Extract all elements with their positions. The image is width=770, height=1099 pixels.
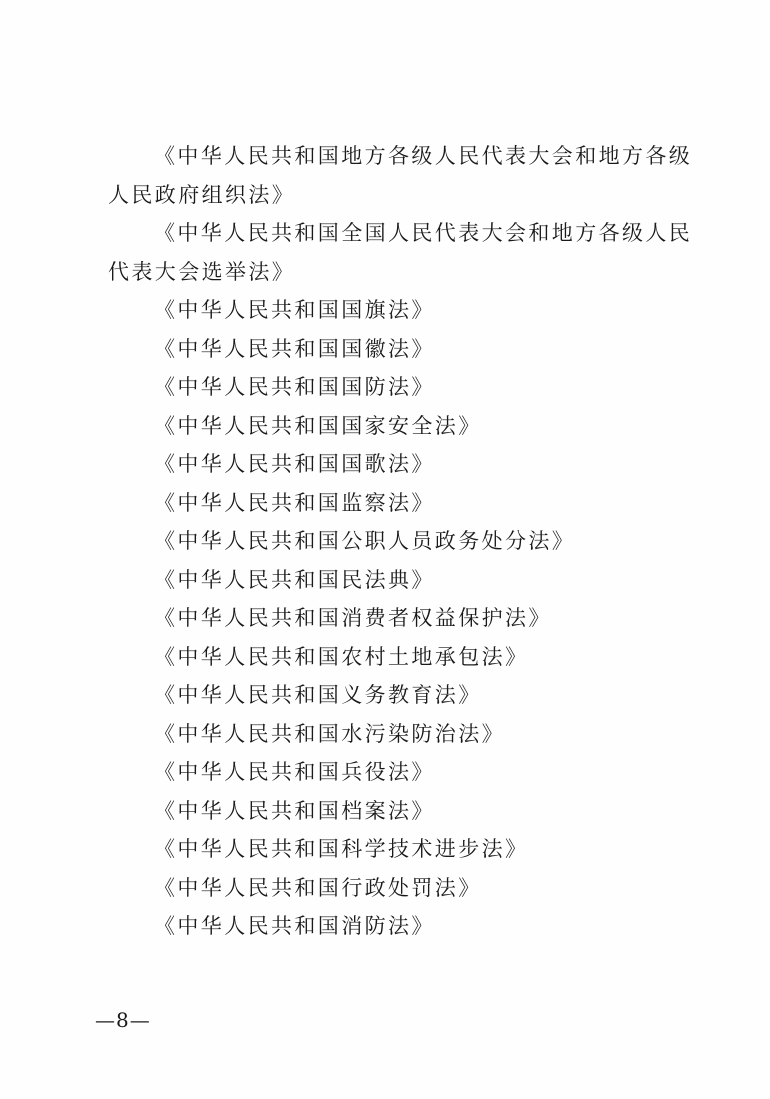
law-item: 《中华人民共和国监察法》 (154, 490, 435, 515)
page-number: —8— (95, 1008, 151, 1032)
law-item: 《中华人民共和国国旗法》 (154, 298, 435, 322)
law-item: 《中华人民共和国地方各级人民代表大会和地方各级人民政府组织法》 (108, 144, 693, 207)
law-item: 《中华人民共和国档案法》 (154, 798, 435, 823)
law-item: 《中华人民共和国公职人员政务处分法》 (154, 529, 576, 553)
law-item: 《中华人民共和国义务教育法》 (154, 683, 482, 707)
law-item: 《中华人民共和国全国人民代表大会和地方各级人民代表大会选举法》 (108, 221, 693, 284)
law-item: 《中华人民共和国国家安全法》 (154, 413, 482, 438)
law-item: 《中华人民共和国国歌法》 (154, 452, 435, 476)
law-item: 《中华人民共和国行政处罚法》 (154, 875, 482, 900)
law-item: 《中华人民共和国兵役法》 (154, 760, 435, 784)
law-item: 《中华人民共和国科学技术进步法》 (154, 837, 529, 861)
law-list (108, 137, 708, 946)
law-item: 《中华人民共和国国徽法》 (154, 336, 435, 361)
law-item: 《中华人民共和国民法典》 (154, 567, 435, 592)
law-item: 《中华人民共和国消防法》 (154, 914, 435, 938)
law-item: 《中华人民共和国水污染防治法》 (154, 721, 505, 746)
law-item: 《中华人民共和国国防法》 (154, 375, 435, 399)
law-item: 《中华人民共和国农村土地承包法》 (154, 644, 529, 669)
law-item: 《中华人民共和国消费者权益保护法》 (154, 606, 552, 630)
